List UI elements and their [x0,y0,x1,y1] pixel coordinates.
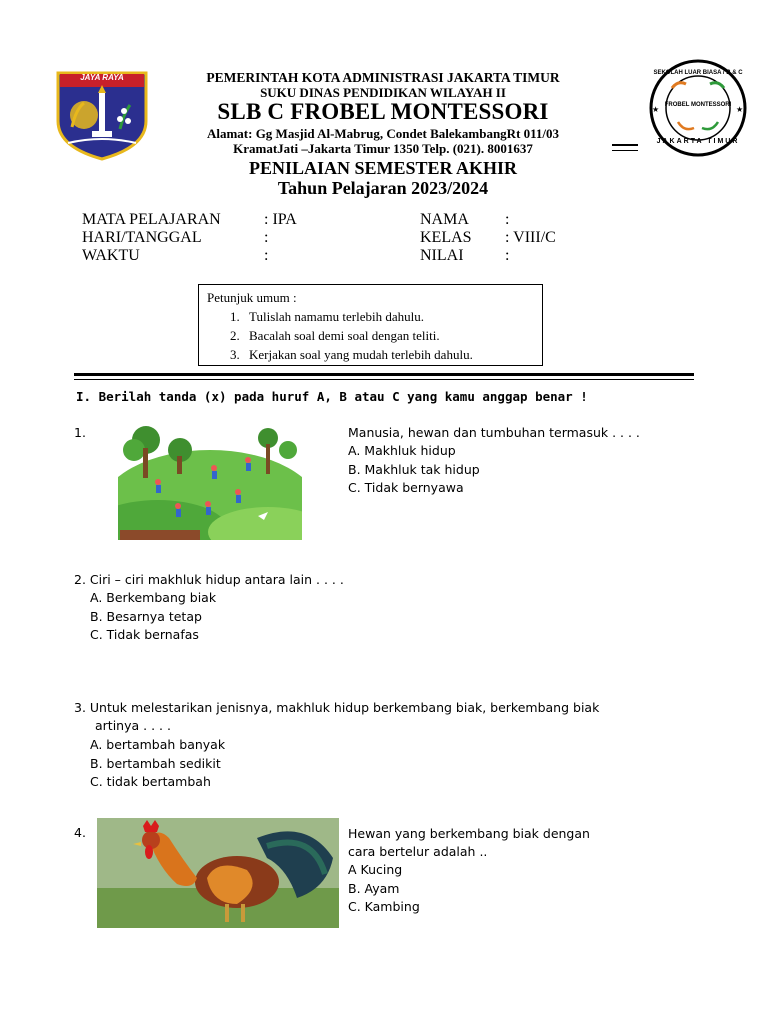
option-c[interactable]: C. Tidak bernyawa [348,480,464,495]
instruction-item: 3. Kerjakan soal yang mudah terlebih dahulu. [243,345,534,364]
option-b[interactable]: B. bertambah sedikit [90,755,221,771]
section-heading: I. Berilah tanda (x) pada huruf A, B atau C yang kamu anggap benar ! [76,389,588,404]
question-1-number: 1. [74,425,86,440]
hari-label: HARI/TANGGAL [82,229,202,246]
instruction-item: 2. Bacalah soal demi soal dengan teliti. [243,326,534,345]
instructions-box [198,284,543,366]
school-seal-logo [638,58,758,158]
nama-value: : [505,211,510,228]
seal-bottom-text: JAKARTA TIMUR [656,138,740,145]
instructions-list [207,307,534,364]
seal-top-text: SEKOLAH LUAR BIASA / B & C [653,70,743,76]
exam-title: PENILAIAN SEMESTER AKHIR [248,158,518,178]
header-agency: SUKU DINAS PENDIDIKAN WILAYAH II [260,85,506,100]
children-playing-image [118,420,302,540]
option-c[interactable]: C. Kambing [348,899,420,914]
divider-thick [74,373,694,376]
mapel-label: MATA PELAJARAN [82,211,221,228]
option-c[interactable]: C. tidak bertambah [90,774,211,789]
question-4-options [348,861,420,917]
question-3-text: 3. Untuk melestarikan jenisnya, makhluk hidup berkembang biak, berkembang biak [74,700,600,715]
jakarta-emblem-logo [54,69,150,161]
question-1-options [348,442,480,498]
question-2-options [90,589,216,645]
jakarta-emblem-text: JAYA RAYA [80,73,124,82]
option-a[interactable]: A Kucing [348,862,403,877]
nilai-label: NILAI [420,247,464,264]
question-3-text-cont: artinya . . . . [95,718,171,733]
nilai-value: : [505,247,510,264]
waktu-value: : [264,247,269,264]
option-c[interactable]: C. Tidak bernafas [90,627,199,642]
nama-label: NAMA [420,211,469,228]
option-a[interactable]: A. bertambah banyak [90,737,226,752]
option-a[interactable]: A. Berkembang biak [90,590,217,605]
seal-center-text: FROBEL MONTESSORI [664,102,732,108]
kelas-value: : VIII/C [505,229,556,246]
mapel-value: : IPA [264,211,297,228]
instruction-item: 1. Tulislah namamu terlebih dahulu. [243,307,534,326]
option-b[interactable]: B. Ayam [348,880,400,896]
option-b[interactable]: B. Makhluk tak hidup [348,461,480,477]
instructions-title: Petunjuk umum : [207,290,297,305]
question-4-text: Hewan yang berkembang biak dengan [348,826,590,841]
divider-thin [74,379,694,380]
option-a[interactable]: A. Makhluk hidup [348,443,456,458]
svg-text:★: ★ [652,105,660,114]
exam-year: Tahun Pelajaran 2023/2024 [277,178,489,198]
question-4-number: 4. [74,825,86,840]
kelas-label: KELAS [420,229,472,246]
svg-text:★: ★ [736,105,744,114]
waktu-label: WAKTU [82,247,140,264]
question-3-options [90,736,225,792]
option-b[interactable]: B. Besarnya tetap [90,608,202,624]
question-4-text-cont: cara bertelur adalah .. [348,844,488,859]
school-address: Alamat: Gg Masjid Al-Mabrug, Condet BalekambangRt 011/03 [206,126,560,141]
school-name: SLB C FROBEL MONTESSORI [217,99,549,124]
question-2-text: 2. Ciri – ciri makhluk hidup antara lain . . . . [74,572,344,587]
question-1-text: Manusia, hewan dan tumbuhan termasuk . . . . [348,425,640,440]
header-government: PEMERINTAH KOTA ADMINISTRASI JAKARTA TIMUR [206,70,560,85]
rooster-image [97,818,339,928]
hari-value: : [264,229,269,246]
school-address-2: KramatJati –Jakarta Timur 1350 Telp. (021). 8001637 [233,141,533,156]
